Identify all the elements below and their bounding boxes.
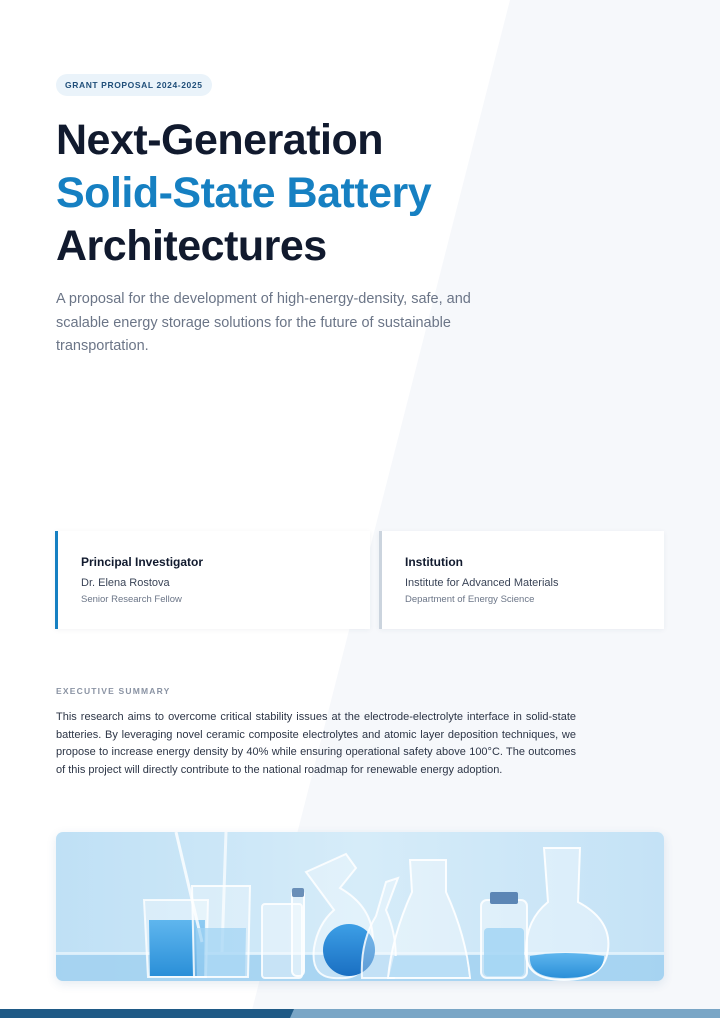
title-line-3: Architectures <box>56 222 327 270</box>
institution-name: Institute for Advanced Materials <box>405 577 559 589</box>
glassware-illustration <box>56 832 664 981</box>
vial <box>481 892 527 978</box>
investigator-role: Senior Research Fellow <box>81 594 182 605</box>
institution-department: Department of Energy Science <box>405 594 535 605</box>
investigator-name: Dr. Elena Rostova <box>81 577 170 589</box>
page-title <box>56 114 431 273</box>
laboratory-glassware-photo <box>56 832 664 981</box>
title-line-2: Solid-State Battery <box>56 169 432 217</box>
title-line-1: Next-Generation <box>56 116 384 164</box>
investigator-card <box>55 531 370 629</box>
subtitle: A proposal for the development of high-energy-density, safe, and scalable energy storage solutions for the future of sustainable transportation. <box>56 291 471 354</box>
institution-heading: Institution <box>405 555 463 569</box>
beaker-tall <box>192 886 250 977</box>
investigator-heading: Principal Investigator <box>81 555 204 569</box>
grant-badge: GRANT PROPOSAL 2024-2025 <box>56 74 212 96</box>
executive-summary-text: This research aims to overcome critical stability issues at the electrode-electrolyte interface in solid-state batteries. By leveraging novel ceramic composite electrolytes and atomic layer deposition techniques, we propose to increase energy density by 40% while ensuring operational safety above 100°C. The outcomes of this project will directly contribute to the national roadmap for renewable energy adoption. <box>56 711 576 776</box>
institution-card <box>379 531 664 629</box>
executive-summary-label: EXECUTIVE SUMMARY <box>56 686 171 696</box>
footer-accent-bar <box>0 1009 720 1018</box>
